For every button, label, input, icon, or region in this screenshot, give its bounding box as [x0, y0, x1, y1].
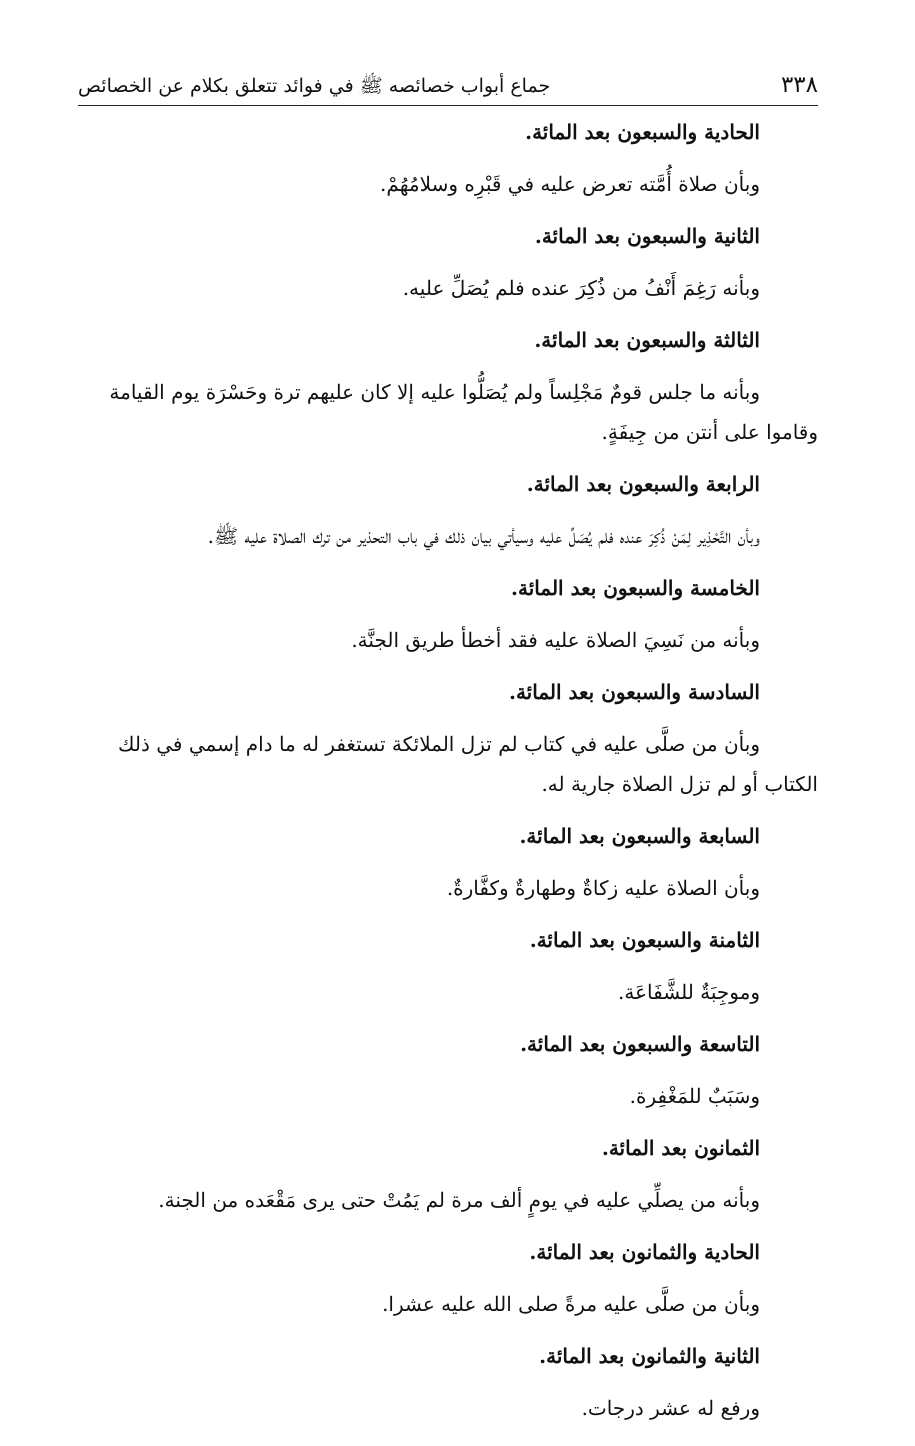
- section-heading: الثامنة والسبعون بعد المائة.: [529, 928, 760, 952]
- page-body: [78, 118, 818, 1446]
- header-rule: [78, 105, 818, 106]
- section-heading: السادسة والسبعون بعد المائة.: [509, 680, 760, 704]
- section-heading: الثالثة والسبعون بعد المائة.: [534, 328, 760, 352]
- section-heading: الثانية والسبعون بعد المائة.: [534, 224, 760, 248]
- section-text: ورفع له عشر درجات.: [581, 1396, 760, 1420]
- section-heading: الحادية والسبعون بعد المائة.: [525, 120, 760, 144]
- section-heading: الحادية والثمانون بعد المائة.: [529, 1240, 760, 1264]
- section-text: وبأن صلاة أُمَّته تعرض عليه في قَبْرِه وسلامُهُمْ.: [380, 172, 760, 196]
- section-text: وسَبَبٌ للمَغْفِرة.: [629, 1084, 760, 1108]
- section-text: وبأن التَّحْذِير لِمَنْ ذُكِرَ عنده فلم يُصَلِّ عليه وسيأتي بيان ذلك في باب التحذير من ترك الصلاة عليه ﷺ.: [207, 524, 760, 548]
- section-heading: الثمانون بعد المائة.: [601, 1136, 760, 1160]
- section-heading: السابعة والسبعون بعد المائة.: [519, 824, 760, 848]
- page-number: ٣٣٨: [780, 72, 818, 98]
- section-text: وبأنه ما جلس قومٌ مَجْلِساً ولم يُصَلُّوا عليه إلا كان عليهم ترة وحَسْرَة يوم القيامة وقاموا على أنتن من جِيفَةٍ.: [109, 380, 818, 444]
- section-text: وبأن الصلاة عليه زكاةٌ وطهارةٌ وكفَّارةٌ.: [446, 876, 760, 900]
- section-heading: الثانية والثمانون بعد المائة.: [539, 1344, 760, 1368]
- section-text: وبأن من صلَّى عليه مرةً صلى الله عليه عشرا.: [382, 1292, 760, 1316]
- section-heading: الخامسة والسبعون بعد المائة.: [511, 576, 760, 600]
- section-text: وبأن من صلَّى عليه في كتاب لم تزل الملائكة تستغفر له ما دام إسمي في ذلك الكتاب أو لم تزل الصلاة جارية له.: [118, 732, 818, 796]
- running-head: جماع أبواب خصائصه ﷺ في فوائد تتعلق بكلام عن الخصائص: [78, 75, 551, 97]
- section-text: وموجِبَةٌ للشَّفَاعَة.: [618, 980, 760, 1004]
- section-text: وبأنه من نَسِيَ الصلاة عليه فقد أخطأ طريق الجنَّة.: [351, 628, 760, 652]
- section-heading: الرابعة والسبعون بعد المائة.: [526, 472, 760, 496]
- section-text: وبأنه رَغِمَ أَنْفُ من ذُكِرَ عنده فلم يُصَلِّ عليه.: [402, 276, 760, 300]
- section-text: وبأنه من يصلِّي عليه في يومٍ ألف مرة لم يَمُتْ حتى يرى مَقْعَده من الجنة.: [158, 1188, 760, 1212]
- page-header: [78, 68, 818, 106]
- section-heading: التاسعة والسبعون بعد المائة.: [520, 1032, 760, 1056]
